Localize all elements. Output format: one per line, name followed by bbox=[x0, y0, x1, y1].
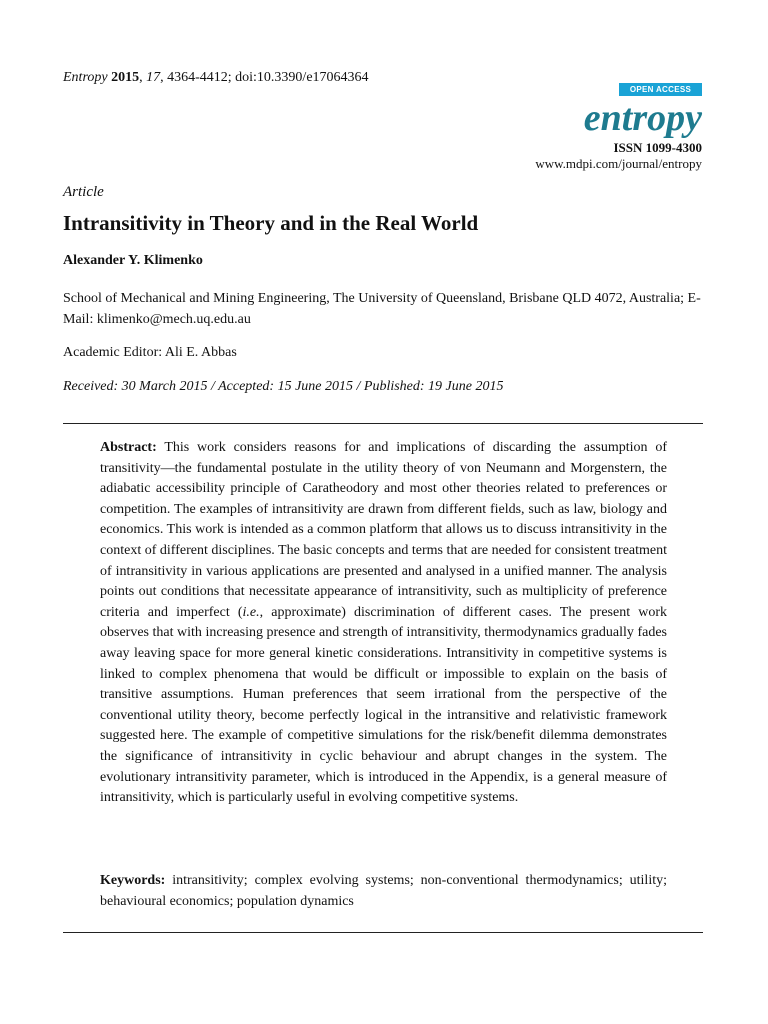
top-divider bbox=[63, 423, 703, 424]
paper-title: Intransitivity in Theory and in the Real World bbox=[63, 211, 479, 235]
citation-volume: 17 bbox=[146, 70, 161, 85]
abstract-text-part1: This work considers reasons for and implications of discarding the assumption of transitivity—the fundamental postulate in the utility theory of von Neumann and Morgenstern, the adiabatic accessibility principle of Caratheodory and most other theories related to preferences or competition. The examples of intransitivity are drawn from different fields, such as law, biology and economics. This work is intended as a common platform that allows us to discuss intransitivity in the context of different disciplines. The basic concepts and terms that are needed for consistent treatment of intransitivity in various applications are presented and analysed in a unified manner. The analysis points out conditions that necessitate appearance of intransitivity, such as multiplicity of preference criteria and imperfect ( bbox=[100, 440, 667, 620]
citation-year: 2015 bbox=[111, 70, 140, 85]
bottom-divider bbox=[63, 932, 703, 933]
author-name: Alexander Y. Klimenko bbox=[63, 253, 203, 268]
academic-editor: Academic Editor: Ali E. Abbas bbox=[63, 345, 237, 360]
journal-url[interactable]: www.mdpi.com/journal/entropy bbox=[535, 156, 702, 171]
abstract-ie: i.e. bbox=[242, 604, 260, 620]
keywords-label: Keywords: bbox=[100, 873, 166, 888]
journal-issn: ISSN 1099-4300 bbox=[613, 140, 702, 155]
citation-separator: , bbox=[139, 70, 147, 85]
abstract-text-part2: , approximate) discrimination of different cases. The present work observes that with increasing presence and strength of intransitivity, thermodynamics gradually fades away leaving space for more general kinetic considerations. Intransitivity in competitive systems is linked to complex phenomena that would be difficult or impossible to explain on the basis of transitive assumptions. Human preferences that seem irrational from the perspective of the conventional utility theory, become perfectly logical in the intransitive and relativistic framework suggested here. The example of competitive simulations for the risk/benefit dilemma demonstrates the significance of intransitivity in cyclic behaviour and abrupt changes in the system. The evolutionary intransitivity parameter, which is introduced in the Appendix, is a general measure of intransitivity, which is particularly useful in evolving competitive systems. bbox=[100, 604, 667, 806]
author-affiliation: School of Mechanical and Mining Engineering, The University of Queensland, Brisbane QLD 4072, Australia; E-Mail: klimenko@mech.uq.edu.au bbox=[63, 291, 701, 327]
publication-dates: Received: 30 March 2015 / Accepted: 15 June 2015 / Published: 19 June 2015 bbox=[63, 379, 504, 394]
abstract-label: Abstract: bbox=[100, 440, 157, 455]
article-type: Article bbox=[63, 184, 104, 200]
citation-journal: Entropy bbox=[63, 70, 108, 85]
open-access-badge: OPEN ACCESS bbox=[619, 83, 702, 96]
journal-logo: entropy bbox=[583, 97, 702, 139]
abstract bbox=[100, 438, 667, 809]
keywords bbox=[100, 871, 667, 912]
citation-pages-doi: , 4364-4412; doi:10.3390/e17064364 bbox=[160, 70, 369, 85]
keywords-text: intransitivity; complex evolving systems; non-conventional thermodynamics; utility; behavioural economics; population dynamics bbox=[100, 873, 667, 909]
citation-line bbox=[63, 69, 369, 87]
